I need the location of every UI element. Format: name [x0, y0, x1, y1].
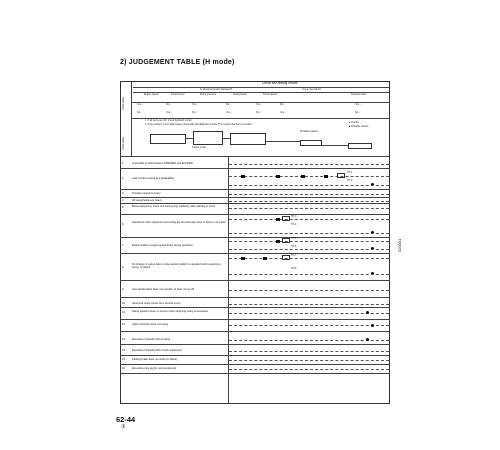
- legend-causes: ■ Possible causes: [349, 125, 369, 128]
- cause-marker: [276, 218, 280, 221]
- yes-reference: Yes ► See 62-43: [302, 87, 321, 91]
- divider: [120, 156, 390, 157]
- option-no: No ○: [280, 103, 286, 106]
- failure-mode-label: Failure mode: [192, 146, 206, 149]
- row-line: [229, 241, 389, 242]
- row-number: 12: [122, 322, 126, 326]
- row-number: 16: [122, 366, 126, 370]
- row-line: [229, 290, 389, 291]
- connector: [266, 141, 300, 142]
- option-no: No ○: [192, 111, 198, 114]
- cause-marker: [276, 240, 280, 243]
- row-number: 8: [122, 265, 124, 269]
- row-label: Abnormal noise comes from around pump: [132, 302, 181, 305]
- row-label: Auto deceleration does not operate, or does not go off: [132, 288, 194, 291]
- row-divider: [120, 214, 390, 215]
- row-label: Parking brake does not work (or slides): [132, 358, 177, 361]
- option-yes: Yes ○: [192, 103, 199, 106]
- row-label: Traveling speed is heavy: [132, 192, 161, 195]
- option-no: No ○: [256, 111, 262, 114]
- row-divider: [120, 237, 390, 238]
- row-divider: [120, 197, 390, 198]
- row-label: All swing/hoists are heavy: [132, 199, 162, 202]
- row-line: [229, 164, 389, 165]
- row-line: [229, 194, 389, 195]
- ref-code: TH-3: [291, 215, 297, 218]
- row-label: Excessive time lag for work equipment: [132, 367, 177, 370]
- diagram-box: [300, 140, 322, 146]
- ref-box: [282, 255, 290, 260]
- row-number: 13: [122, 337, 126, 341]
- cause-marker: [241, 257, 245, 260]
- check-label: Check self-testing results: [262, 81, 298, 85]
- row-line: [229, 208, 389, 209]
- row-label: Upper structure does not swing: [132, 323, 168, 326]
- cause-marker: [276, 175, 280, 178]
- abnormal-question: Is abnormal (code) displayed?: [200, 87, 233, 91]
- row-divider: [120, 280, 390, 281]
- cause-marker: [263, 257, 267, 260]
- col-swing-speed: Swing speed: [233, 93, 247, 96]
- option-no: No ○: [226, 103, 232, 106]
- row-divider: [120, 307, 390, 308]
- row-divider: [120, 189, 390, 190]
- col-solenoid-valve: Solenoid valve: [351, 93, 367, 96]
- row-label: Excessive hydraulic drift of swing: [132, 338, 171, 341]
- trouble-marker: [366, 311, 369, 314]
- check-items-label: Check items: [122, 96, 125, 110]
- connector: [223, 138, 230, 139]
- diagram-box: [193, 131, 223, 145]
- row-label: Engine stalls or engine speed drops during operation: [132, 244, 193, 247]
- row-divider: [120, 344, 390, 345]
- ref-code: TH-8: [291, 267, 297, 270]
- row-line: [229, 340, 389, 341]
- row-line: [229, 185, 389, 186]
- option-yes: Yes ○: [280, 111, 287, 114]
- connector: [322, 145, 348, 146]
- row-divider: [120, 168, 390, 169]
- page-sub: ③: [121, 424, 126, 430]
- row-number: 10: [122, 301, 126, 305]
- side-code: 020001: [397, 238, 402, 252]
- check-items-label-2: Check items: [122, 136, 125, 150]
- ref-code: TH-4: [291, 223, 297, 226]
- row-line: [229, 274, 389, 275]
- row-number: 7: [122, 243, 124, 247]
- col-travel-speed: Travel speed: [263, 93, 277, 96]
- row-line: [229, 249, 389, 250]
- row-divider: [120, 355, 390, 356]
- page-number: 62-44: [116, 415, 136, 424]
- row-label: Speeds for work equipment and swing are all extremely slow, or there is no power: [132, 221, 226, 224]
- page-title: 2) JUDGEMENT TABLE (H mode): [120, 59, 235, 66]
- row-divider: [120, 319, 390, 320]
- row-number: 5: [122, 205, 124, 209]
- ref-code: TH-5: [291, 237, 297, 240]
- row-label: No change in output when mode selector switch is operated (work equipment, swing, or travel): [132, 263, 222, 269]
- row-line: [229, 325, 389, 326]
- row-line: [229, 304, 389, 305]
- option-yes: Yes ○: [166, 111, 173, 114]
- row-divider: [120, 297, 390, 298]
- diagram-box: [230, 133, 266, 145]
- diagram-box: [348, 143, 372, 149]
- row-divider: [120, 203, 390, 204]
- ref-code: TH-7: [291, 254, 297, 257]
- option-yes: Yes ○: [137, 103, 144, 106]
- legend-trouble: ● Trouble: [349, 121, 360, 124]
- cause-marker: [324, 175, 328, 178]
- row-line: [229, 201, 389, 202]
- row-divider: [120, 373, 390, 374]
- ref-code: TH-1: [347, 171, 353, 174]
- option-no: No ○: [137, 111, 143, 114]
- probable-causes-label: Probable causes: [300, 130, 318, 133]
- ref-box: [337, 173, 345, 178]
- option-no: No ○: [355, 111, 361, 114]
- row-line: [229, 351, 389, 352]
- row-line: [229, 219, 389, 220]
- option-yes: Yes ○: [355, 103, 362, 106]
- row-label: Boost equipment, travel and swing jump suddenly when starting to move: [132, 205, 216, 208]
- ref-box: [282, 238, 290, 243]
- row-number: 9: [122, 287, 124, 291]
- row-line: [229, 176, 389, 177]
- option-yes: Yes ○: [256, 103, 263, 106]
- cause-marker: [241, 175, 245, 178]
- ref-code: TH-2: [347, 179, 353, 182]
- row-line: [229, 258, 389, 259]
- connector: [186, 138, 193, 139]
- col-control-lever: Control lever: [171, 93, 185, 96]
- option-no: No ○: [166, 103, 172, 106]
- row-line: [229, 360, 389, 361]
- note-2: 2. If the problem in the table below, check with self-diagnosis results. This means that there is trouble.: [145, 123, 253, 126]
- trouble-marker: [371, 324, 374, 327]
- row-label: Lack of travel speed and gradeability: [132, 177, 175, 180]
- row-label: Excessive hydraulic drift of work equipment: [132, 349, 182, 352]
- row-number: 14: [122, 348, 126, 352]
- row-label: Impossible to shift between FINE/ABO and ECON/BI: [132, 162, 193, 165]
- ref-box: [282, 216, 290, 221]
- row-number: 1: [122, 161, 124, 165]
- col-engine-speed: Engine speed: [144, 93, 159, 96]
- row-divider: [120, 253, 390, 254]
- row-number: 11: [122, 310, 125, 314]
- option-yes: Yes ○: [226, 111, 233, 114]
- col-pump-pressure: Pump pressure: [200, 93, 217, 96]
- row-number: 15: [122, 357, 126, 361]
- row-number: 2: [122, 176, 124, 180]
- row-line: [229, 233, 389, 234]
- row-divider: [120, 331, 390, 332]
- cause-marker: [301, 175, 305, 178]
- row-label: Swing speed is slow, or overrun when stopping swing is excessive: [132, 310, 208, 313]
- divider: [133, 87, 390, 88]
- row-number: 3: [122, 191, 124, 195]
- row-number: 4: [122, 198, 124, 202]
- diagram-box: [150, 134, 186, 144]
- ref-code: TH-6: [291, 245, 297, 248]
- row-line: [229, 369, 389, 370]
- note-1: 1. If all items are OK, check hydraulic circuit.: [145, 119, 193, 122]
- row-divider: [120, 364, 390, 365]
- row-number: 6: [122, 222, 124, 226]
- trouble-marker: [366, 338, 369, 341]
- row-line: [229, 313, 389, 314]
